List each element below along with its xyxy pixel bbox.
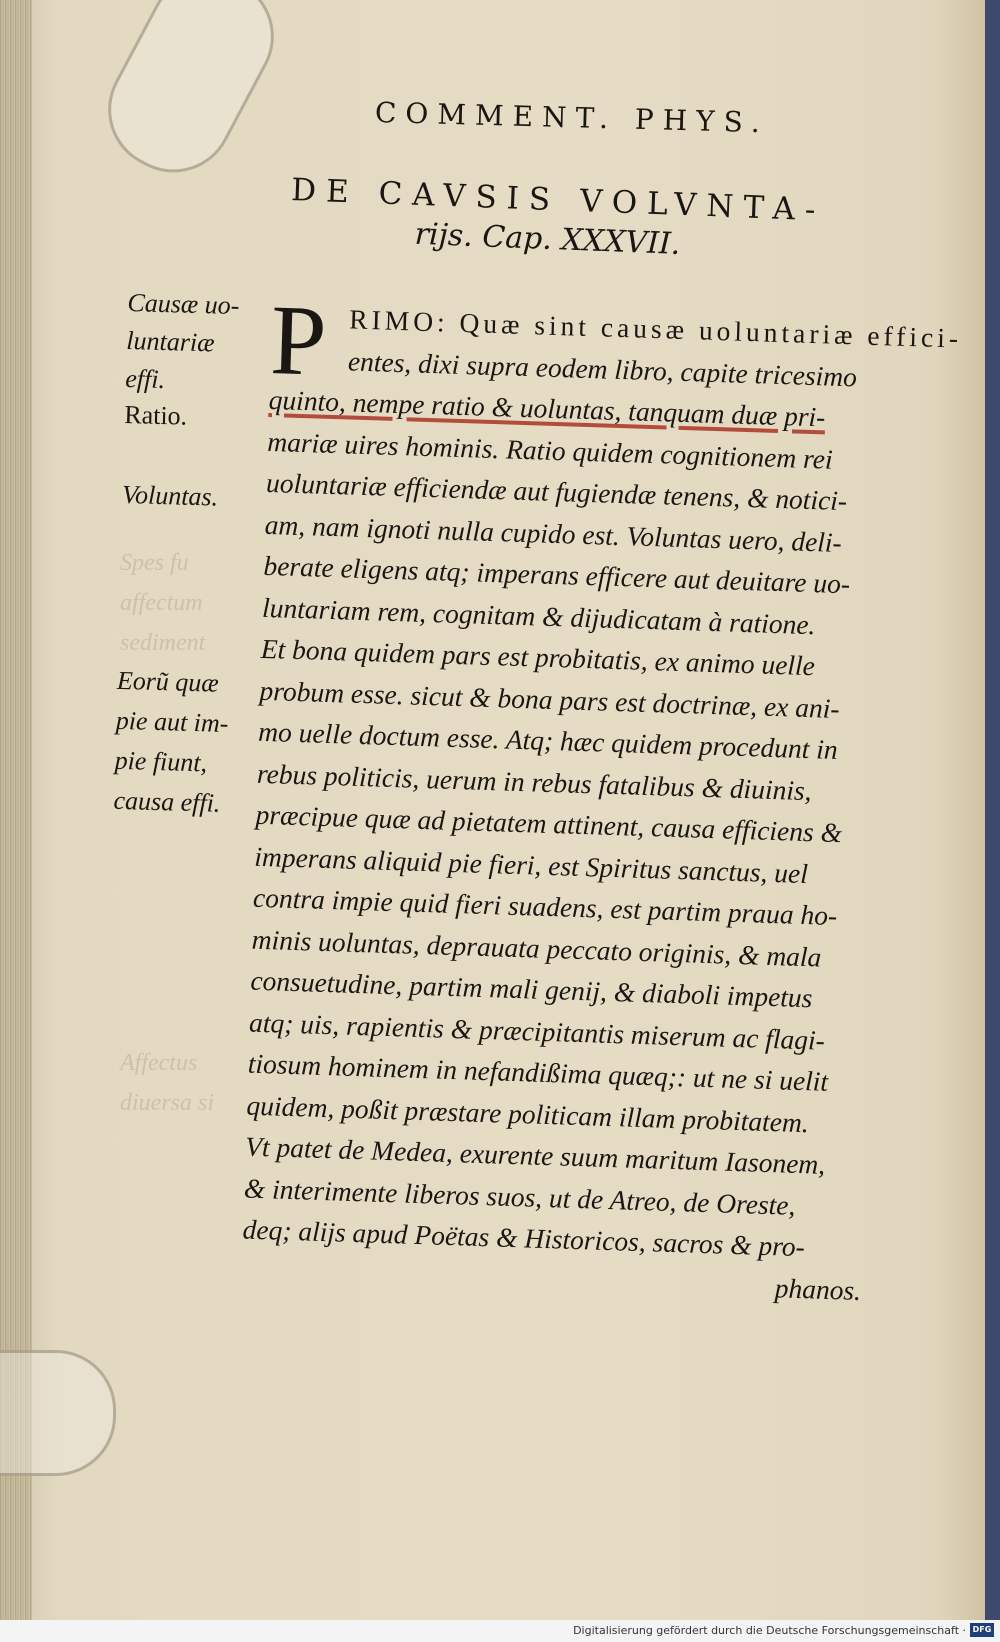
text-line: mariæ uires hominis. Ratio quidem cognitionem rei <box>266 425 834 475</box>
paper-clip-bottom <box>0 1350 116 1476</box>
text-line-underlined: quinto, nempe ratio & uoluntas, tanquam duæ pri- <box>268 383 826 433</box>
text-line: atq; uis, rapientis & præcipitantis miserum ac flagi- <box>248 1006 826 1056</box>
text-line: consuetudine, partim mali genij, & diaboli impetus <box>250 964 813 1014</box>
digitization-credit: Digitalisierung gefördert durch die Deutsche Forschungsgemeinschaft · <box>573 1624 966 1637</box>
sidenote-causae-line-1: Causæ uo- <box>127 287 240 321</box>
text-line-last: phanos. <box>774 1271 862 1306</box>
show-through-text: Affectus <box>120 1050 198 1076</box>
show-through-text: affectum <box>120 590 203 616</box>
sidenote-eorum-line-4: causa effi. <box>113 785 221 818</box>
running-head: COMMENT. PHYS. <box>374 96 770 140</box>
text-line: mo uelle doctum esse. Atq; hæc quidem procedunt in <box>257 715 839 765</box>
dfg-logo: DFG <box>970 1623 994 1637</box>
text-line: imperans aliquid pie fieri, est Spiritus sanctus, uel <box>253 840 809 889</box>
show-through-text: Spes fu <box>120 550 189 576</box>
text-line: Vt patet de Medea, exurente suum maritum Iasonem, <box>244 1130 826 1180</box>
text-line: præcipue quæ ad pietatem attinent, causa efficiens & <box>255 798 843 849</box>
text-line-content: RIMO: Quæ sint causæ uoluntariæ effici- <box>348 303 963 354</box>
sidenote-voluntas: Voluntas. <box>121 479 219 512</box>
text-line: deq; alijs apud Poëtas & Historicos, sacros & pro- <box>242 1213 806 1263</box>
text-line: quidem, poßit præstare politicam illam probitatem. <box>246 1089 810 1138</box>
body-text <box>241 284 963 1312</box>
sidenote-eorum-line-2: pie aut im- <box>115 705 229 738</box>
show-through-text: sediment <box>120 630 206 656</box>
text-line: tiosum hominem in nefandißima quæq;: ut ne si uelit <box>247 1047 829 1097</box>
text-line: am, nam ignoti nulla cupido est. Voluntas uero, deli- <box>264 508 843 558</box>
chapter-heading <box>289 172 891 270</box>
text-line: Et bona quidem pars est probitatis, ex animo uelle <box>260 632 816 682</box>
text-line: rebus politicis, uerum in rebus fatalibus & diuinis, <box>256 757 813 806</box>
text-line: contra impie quid fieri suadens, est partim praua ho- <box>252 881 838 932</box>
sidenote-causae-line-3: effi. <box>124 363 166 395</box>
text-line: luntariam rem, cognitam & dijudicatam à ratione. <box>261 591 816 640</box>
text-line: uoluntariæ efficiendæ aut fugiendæ tenens, & notici- <box>265 466 848 517</box>
sidenote-causae-line-2: luntariæ <box>126 325 215 358</box>
sidenote-ratio: Ratio. <box>123 399 188 431</box>
text-line: berate eligens atq; imperans efficere aut deuitare uo- <box>263 549 851 600</box>
chapter-title-line-1: DE CAVSIS VOLVNTA- <box>290 172 826 229</box>
sidenote-eorum-line-3: pie fiunt, <box>114 745 208 778</box>
paper-clip-top <box>87 0 295 194</box>
text-line: & interimente liberos suos, ut de Atreo, de Oreste, <box>243 1172 796 1221</box>
show-through-text: diuersa si <box>120 1090 215 1116</box>
text-line-content: entes, dixi supra eodem libro, capite tricesimo <box>347 344 858 392</box>
sidenote-eorum-line-1: Eorũ quæ <box>116 665 220 698</box>
text-line: probum esse. sicut & bona pars est doctrinæ, ex ani- <box>259 674 841 724</box>
chapter-title-line-2: rijs. Cap. XXXVII. <box>414 216 681 262</box>
drop-cap: P <box>268 284 328 397</box>
text-line: minis uoluntas, deprauata peccato originis, & mala <box>251 923 822 973</box>
